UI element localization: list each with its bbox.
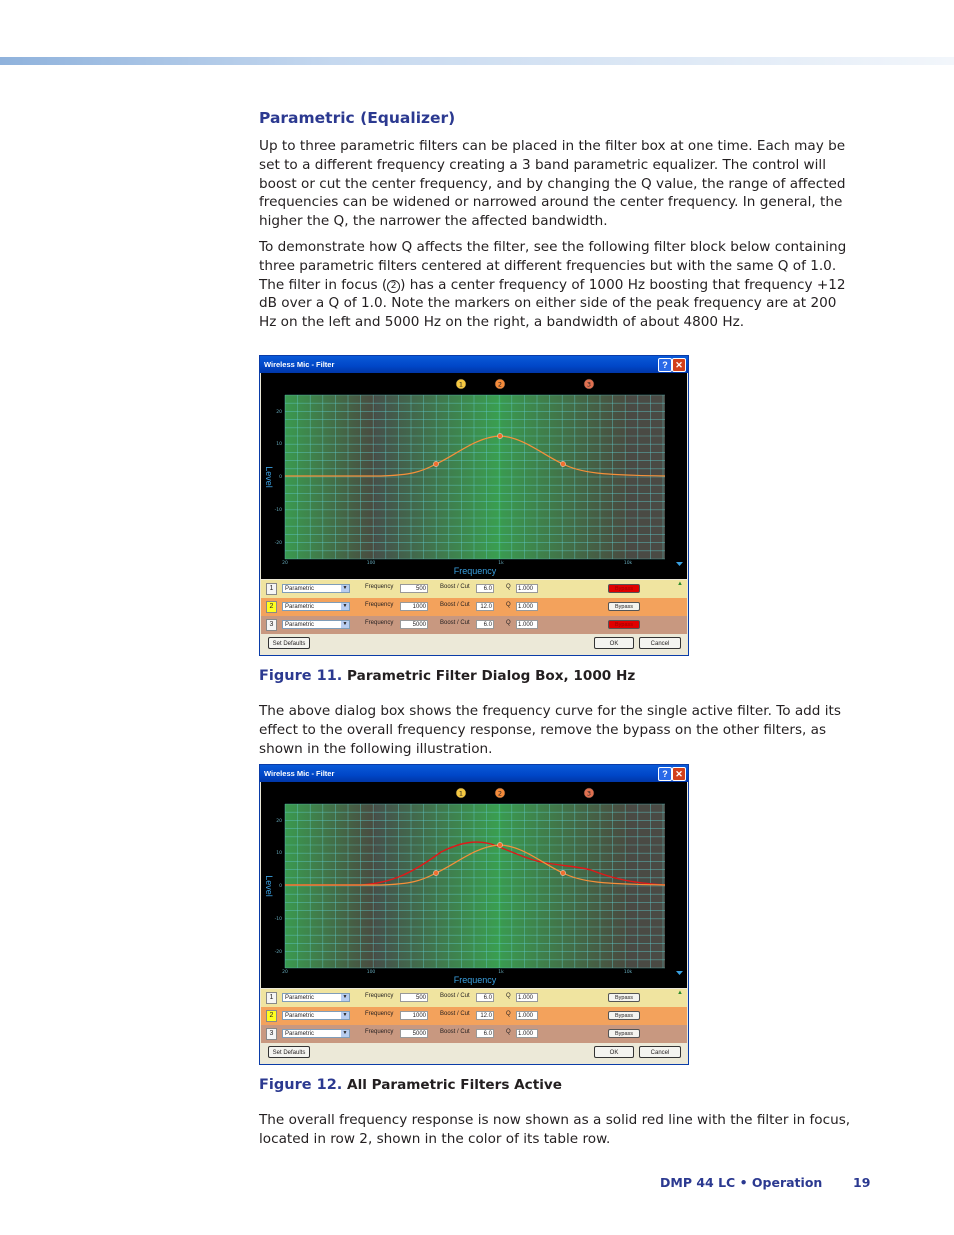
filter-rows: [261, 989, 687, 1043]
boost-label: Boost / Cut: [440, 602, 470, 608]
filter-type-value: Parametric: [285, 586, 315, 592]
filter-marker-label: 3: [586, 789, 592, 798]
bypass-button[interactable]: Bypass: [608, 993, 640, 1002]
boost-input[interactable]: 12.0: [476, 602, 494, 611]
dialog-title: Wireless Mic - Filter: [264, 769, 335, 778]
x-tick-label: 20: [282, 970, 288, 975]
plot-svg: [261, 782, 687, 988]
y-tick-label: -20: [274, 541, 282, 546]
x-tick-label: 1k: [498, 970, 504, 975]
frequency-response-plot[interactable]: [261, 373, 687, 579]
boost-input[interactable]: 6.0: [476, 993, 494, 1002]
x-axis-label: Frequency: [453, 975, 497, 985]
q-input[interactable]: 1.000: [516, 620, 538, 629]
x-axis-label: Frequency: [453, 566, 497, 576]
frequency-input[interactable]: 5000: [400, 620, 428, 629]
paragraph-intro: Up to three parametric filters can be placed in the filter box at one time. Each may be set to a different frequency creating a 3 band parametric equalizer. The control will boost or cut the center frequency, and by changing the Q value, the range of affected frequencies can be widened or narrowed around the center frequency. In general, the higher the Q, the narrower the affected bandwidth.: [259, 138, 846, 230]
page-number: 19: [853, 1175, 871, 1190]
help-button[interactable]: ?: [658, 767, 672, 781]
y-tick-label: -20: [274, 950, 282, 955]
bypass-button[interactable]: Bypass: [608, 620, 640, 629]
scroll-down-icon[interactable]: [676, 971, 683, 975]
focus-circle-icon: 2: [387, 280, 400, 293]
plot-svg: [261, 373, 687, 579]
filter-type-select[interactable]: [282, 584, 350, 593]
row-number[interactable]: 1: [266, 583, 277, 595]
row-number[interactable]: 2: [266, 601, 277, 613]
q-label: Q: [506, 584, 511, 590]
filter-type-value: Parametric: [285, 1013, 315, 1019]
header-gradient-bar: [0, 57, 954, 65]
filter-row[interactable]: [261, 598, 687, 616]
scroll-up-icon[interactable]: ▲: [677, 990, 683, 996]
filter-type-value: Parametric: [285, 622, 315, 628]
filter-type-value: Parametric: [285, 604, 315, 610]
curve-point-handle[interactable]: [433, 870, 438, 875]
curve-point-handle[interactable]: [497, 433, 502, 438]
frequency-input[interactable]: 1000: [400, 1011, 428, 1020]
chevron-down-icon[interactable]: ▼: [342, 1030, 348, 1036]
q-label: Q: [506, 602, 511, 608]
row-number[interactable]: 1: [266, 992, 277, 1004]
x-tick-label: 20: [282, 561, 288, 566]
cancel-button[interactable]: Cancel: [639, 1046, 681, 1058]
dialog-titlebar: [260, 356, 688, 373]
boost-label: Boost / Cut: [440, 584, 470, 590]
boost-input[interactable]: 6.0: [476, 1029, 494, 1038]
y-tick-label: 20: [276, 410, 282, 415]
frequency-input[interactable]: 500: [400, 584, 428, 593]
dialog-titlebar: [260, 765, 688, 782]
close-button[interactable]: ✕: [672, 358, 686, 372]
boost-label: Boost / Cut: [440, 1029, 470, 1035]
frequency-label: Frequency: [365, 584, 394, 590]
x-tick-label: 10k: [623, 970, 633, 975]
scroll-up-icon[interactable]: ▲: [677, 581, 683, 587]
filter-type-select[interactable]: [282, 1011, 350, 1020]
q-label: Q: [506, 993, 511, 999]
x-tick-label: 1k: [498, 561, 504, 566]
filter-type-select[interactable]: [282, 993, 350, 1002]
scroll-down-icon[interactable]: [676, 562, 683, 566]
bypass-button[interactable]: Bypass: [608, 1011, 640, 1020]
filter-type-select[interactable]: [282, 1029, 350, 1038]
filter-marker-label: 2: [497, 789, 503, 798]
chevron-down-icon[interactable]: ▼: [342, 603, 348, 609]
set-defaults-button[interactable]: Set Defaults: [268, 637, 310, 649]
paragraph-demo-text-a: To demonstrate how Q affects the filter, see the following filter block below containing three parametric filters centered at different frequencies but with the same Q of 1.0. The filter in focus (: [259, 239, 847, 293]
filter-dialog-2: [259, 764, 689, 1065]
frequency-label: Frequency: [365, 993, 394, 999]
boost-label: Boost / Cut: [440, 620, 470, 626]
x-tick-label: 100: [366, 970, 376, 975]
frequency-input[interactable]: 1000: [400, 602, 428, 611]
filter-row[interactable]: [261, 989, 687, 1007]
ok-button[interactable]: OK: [594, 1046, 634, 1058]
section-heading: Parametric (Equalizer): [259, 109, 456, 127]
dialog-bottom-bar: [260, 637, 688, 651]
filter-row[interactable]: [261, 580, 687, 598]
set-defaults-button[interactable]: Set Defaults: [268, 1046, 310, 1058]
filter-row[interactable]: [261, 1007, 687, 1025]
y-tick-label: -10: [274, 508, 282, 513]
paragraph-demo: [259, 238, 857, 332]
curve-point-handle[interactable]: [560, 870, 565, 875]
figure-title: All Parametric Filters Active: [347, 1077, 562, 1093]
ok-button[interactable]: OK: [594, 637, 634, 649]
row-number[interactable]: 2: [266, 1010, 277, 1022]
curve-point-handle[interactable]: [497, 842, 502, 847]
bypass-button[interactable]: Bypass: [608, 1029, 640, 1038]
dialog-bottom-bar: [260, 1046, 688, 1060]
figure-number: Figure 12.: [259, 1077, 343, 1093]
filter-row[interactable]: [261, 616, 687, 634]
frequency-label: Frequency: [365, 1029, 394, 1035]
y-axis-label: Level: [264, 875, 274, 897]
bypass-button[interactable]: Bypass: [608, 602, 640, 611]
frequency-response-plot[interactable]: [261, 782, 687, 988]
paragraph-overall: The overall frequency response is now shown as a solid red line with the filter in focus, located in row 2, shown in the color of its table row.: [259, 1112, 851, 1147]
chevron-down-icon[interactable]: ▼: [342, 621, 348, 627]
filter-marker-label: 1: [458, 789, 464, 798]
frequency-input[interactable]: 500: [400, 993, 428, 1002]
q-label: Q: [506, 620, 511, 626]
filter-type-select[interactable]: [282, 620, 350, 629]
paragraph-demo-text-b: ) has a center frequency of 1000 Hz boosting that frequency +12 dB over a Q of 1.0. Note the markers on either side of the peak frequency are at 200 Hz on the left and 5000 Hz on the right, a bandwidth of about 4800 Hz.: [259, 276, 846, 331]
y-tick-label: 10: [276, 442, 282, 447]
q-input[interactable]: 1.000: [516, 584, 538, 593]
q-label: Q: [506, 1011, 511, 1017]
row-number[interactable]: 3: [266, 619, 277, 631]
figure-12-caption: [259, 1077, 562, 1093]
filter-type-value: Parametric: [285, 1031, 315, 1037]
y-axis-label: Level: [264, 466, 274, 488]
x-tick-label: 10k: [623, 561, 633, 566]
filter-row[interactable]: [261, 1025, 687, 1043]
page-footer: [660, 1175, 871, 1190]
curve-point-handle[interactable]: [560, 461, 565, 466]
q-label: Q: [506, 1029, 511, 1035]
dialog-title: Wireless Mic - Filter: [264, 360, 335, 369]
chevron-down-icon[interactable]: ▼: [342, 1012, 348, 1018]
frequency-label: Frequency: [365, 620, 394, 626]
help-button[interactable]: ?: [658, 358, 672, 372]
chevron-down-icon[interactable]: ▼: [342, 585, 348, 591]
filter-marker-label: 3: [586, 380, 592, 389]
frequency-label: Frequency: [365, 1011, 394, 1017]
footer-title: DMP 44 LC • Operation: [660, 1175, 823, 1190]
figure-number: Figure 11.: [259, 668, 343, 684]
boost-input[interactable]: 6.0: [476, 584, 494, 593]
cancel-button[interactable]: Cancel: [639, 637, 681, 649]
x-tick-label: 100: [366, 561, 376, 566]
y-tick-label: -10: [274, 917, 282, 922]
figure-title: Parametric Filter Dialog Box, 1000 Hz: [347, 668, 636, 684]
q-input[interactable]: 1.000: [516, 602, 538, 611]
boost-label: Boost / Cut: [440, 1011, 470, 1017]
curve-point-handle[interactable]: [433, 461, 438, 466]
boost-input[interactable]: 12.0: [476, 1011, 494, 1020]
chevron-down-icon[interactable]: ▼: [342, 994, 348, 1000]
q-input[interactable]: 1.000: [516, 1029, 538, 1038]
paragraph-above: The above dialog box shows the frequency curve for the single active filter. To add its effect to the overall frequency response, remove the bypass on the other filters, as shown in the following illustration.: [259, 703, 841, 757]
filter-marker-label: 2: [497, 380, 503, 389]
y-tick-label: 0: [279, 475, 282, 480]
q-input[interactable]: 1.000: [516, 1011, 538, 1020]
y-tick-label: 0: [279, 884, 282, 889]
q-input[interactable]: 1.000: [516, 993, 538, 1002]
figure-11-caption: [259, 668, 635, 684]
boost-input[interactable]: 6.0: [476, 620, 494, 629]
filter-rows: [261, 580, 687, 634]
filter-type-select[interactable]: [282, 602, 350, 611]
filter-dialog-1: [259, 355, 689, 656]
filter-type-value: Parametric: [285, 995, 315, 1001]
y-tick-label: 10: [276, 851, 282, 856]
filter-marker-label: 1: [458, 380, 464, 389]
boost-label: Boost / Cut: [440, 993, 470, 999]
frequency-input[interactable]: 5000: [400, 1029, 428, 1038]
row-number[interactable]: 3: [266, 1028, 277, 1040]
close-button[interactable]: ✕: [672, 767, 686, 781]
bypass-button[interactable]: Bypass: [608, 584, 640, 593]
frequency-label: Frequency: [365, 602, 394, 608]
y-tick-label: 20: [276, 819, 282, 824]
